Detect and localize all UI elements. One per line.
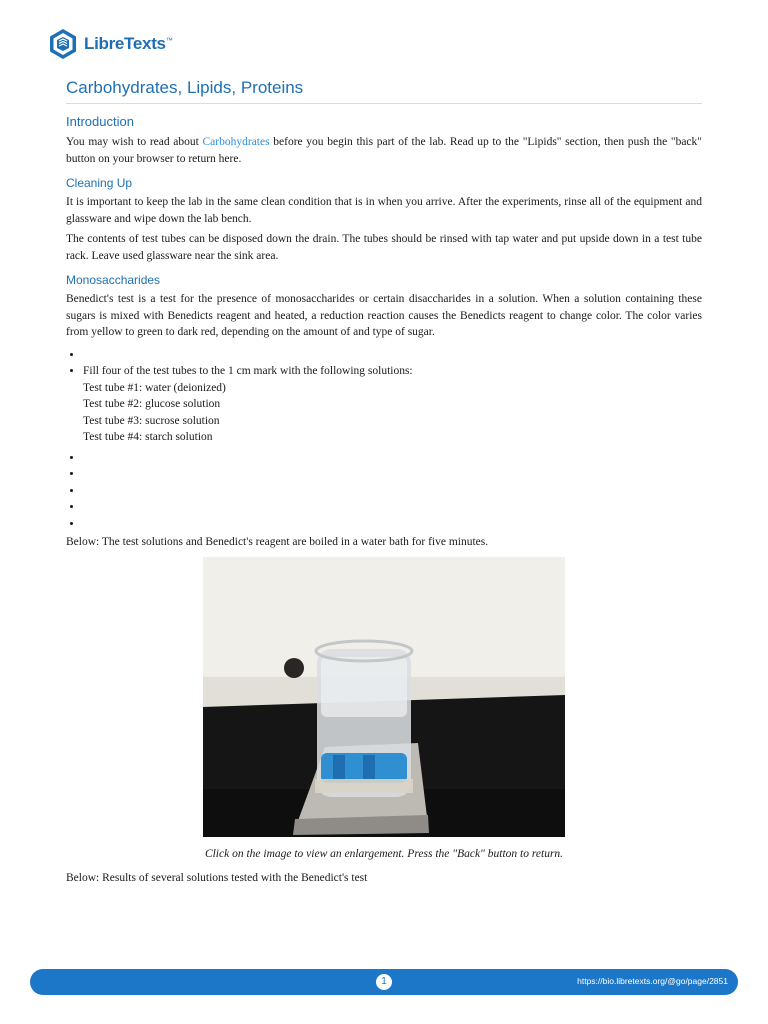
section-heading-monosaccharides: Monosaccharides [66, 273, 161, 287]
image-caption: Click on the image to view an enlargement. Press the "Back" button to return. [204, 847, 564, 860]
list-item [83, 363, 702, 446]
water-bath-photo[interactable] [203, 557, 565, 837]
brand-name: LibreTexts™ [84, 34, 173, 53]
libretexts-logo-icon [46, 27, 80, 61]
cleaning-paragraph: It is important to keep the lab in the same clean condition that is in when you arrive. After the experiments, rinse all of the equipment and glassware and wipe down the lab bench. [66, 196, 702, 225]
fill-instruction: Fill four of the test tubes to the 1 cm mark with the following solutions: [83, 365, 413, 377]
page-title: Carbohydrates, Lipids, Proteins [66, 76, 702, 104]
list-item [83, 499, 702, 516]
list-item [83, 516, 702, 533]
procedure-list [66, 450, 702, 533]
boil-description: Below: The test solutions and Benedict's reagent are boiled in a water bath for five minutes. [66, 536, 489, 548]
benedict-paragraph: Benedict's test is a test for the presence of monosaccharides or certain disaccharides in a solution. When a solution containing these sugars is mixed with Benedicts reagent and heated, a reduction reaction causes the Benedicts reagent to change color. The color varies from yellow to green to dark red, depending on the amount of and type of sugar. [66, 293, 702, 338]
page-footer [30, 969, 738, 995]
section-heading-cleaning-up: Cleaning Up [66, 176, 133, 190]
libretexts-logo[interactable] [46, 26, 172, 62]
section-heading-introduction: Introduction [66, 114, 134, 129]
list-item [83, 450, 702, 467]
page-content [66, 76, 702, 890]
procedure-list [66, 347, 702, 446]
tube-line: Test tube #2: glucose solution [83, 398, 221, 410]
tube-line: Test tube #3: sucrose solution [83, 414, 220, 427]
tube-line: Test tube #4: starch solution [83, 431, 213, 443]
results-description: Below: Results of several solutions tested with the Benedict's test [66, 871, 368, 884]
list-item [83, 347, 702, 364]
carbohydrates-link[interactable]: Carbohydrates [202, 136, 270, 148]
page-url[interactable]: https://bio.libretexts.org/@go/page/2851 [577, 976, 728, 986]
intro-paragraph: You may wish to read about Carbohydrates before you begin this part of the lab. Read up to the "Lipids" section, then push the "back" button on your browser to return here. [66, 136, 702, 165]
page-number: 1 [376, 974, 392, 990]
tube-line: Test tube #1: water (deionized) [83, 381, 226, 394]
list-item [83, 466, 702, 483]
cleaning-paragraph: The contents of test tubes can be disposed down the drain. The tubes should be rinsed with tap water and put upside down in a test tube rack. Leave used glassware near the sink area. [66, 233, 702, 262]
list-item [83, 483, 702, 500]
outlet-knob [284, 658, 304, 678]
